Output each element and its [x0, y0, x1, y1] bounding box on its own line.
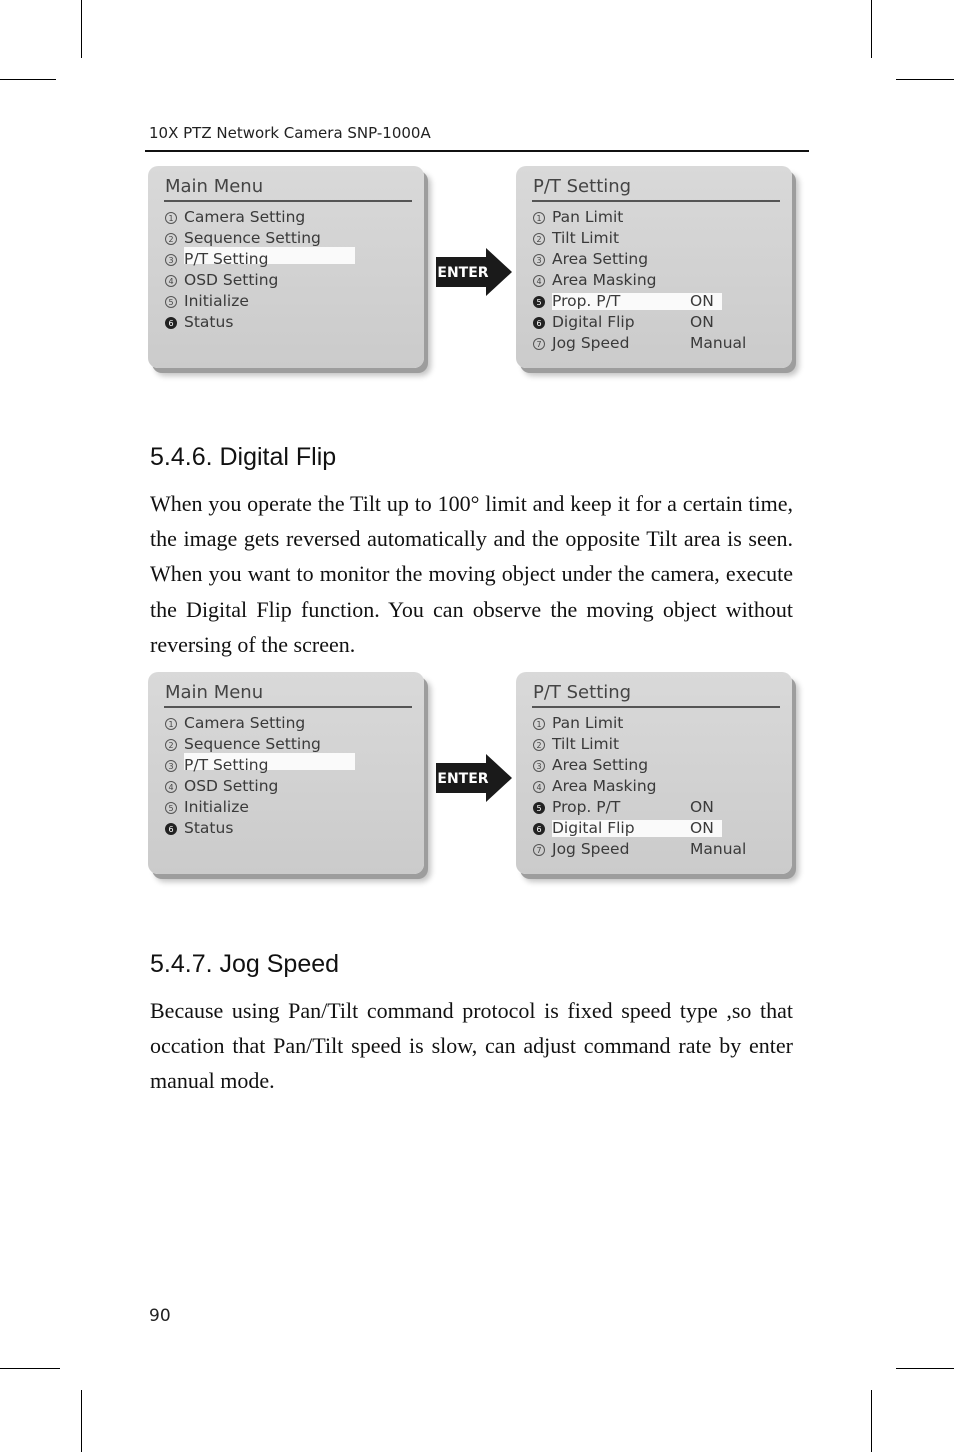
- menu-item: 7 Jog Speed Manual: [533, 334, 773, 352]
- crop-mark: [871, 0, 872, 58]
- menu-item: 1 Pan Limit: [533, 208, 773, 226]
- enter-label: ENTER: [437, 771, 489, 787]
- number-icon: 6: [165, 823, 177, 835]
- crop-mark: [81, 1390, 82, 1452]
- number-icon: 4: [533, 781, 545, 793]
- number-icon: 3: [533, 760, 545, 772]
- menu-item: 5 Initialize: [165, 798, 405, 816]
- running-header: 10X PTZ Network Camera SNP-1000A: [149, 124, 431, 142]
- menu-item: 6 Status: [165, 819, 405, 837]
- menu-title: Main Menu: [165, 682, 264, 703]
- number-icon: 4: [165, 275, 177, 287]
- menu-figure-2: [148, 672, 804, 884]
- body-paragraph: When you operate the Tilt up to 100° limit and keep it for a certain time, the image gets reversed automatically and the opposite Tilt area is seen. When you want to monitor the moving object under the camera, execute the Digital Flip function. You can observe the moving object without reversing of the screen.: [150, 491, 793, 657]
- crop-mark: [0, 1368, 60, 1369]
- menu-figure-1: [148, 166, 804, 378]
- menu-item: 2 Sequence Setting: [165, 229, 405, 247]
- section-heading: 5.4.7. Jog Speed: [150, 950, 340, 978]
- number-icon: 2: [165, 233, 177, 245]
- menu-item: 1 Pan Limit: [533, 714, 773, 732]
- enter-arrow-icon: [436, 248, 512, 296]
- menu-title: P/T Setting: [533, 176, 632, 197]
- menu-title: P/T Setting: [533, 682, 632, 703]
- main-menu-panel: [148, 166, 424, 368]
- number-icon: 5: [533, 802, 545, 814]
- number-icon: 6: [533, 317, 545, 329]
- main-menu-panel: [148, 672, 424, 874]
- menu-divider: [532, 706, 780, 708]
- menu-item: 2 Sequence Setting: [165, 735, 405, 753]
- number-icon: 1: [533, 212, 545, 224]
- number-icon: 6: [165, 317, 177, 329]
- menu-item-selected: 3 P/T Setting: [165, 756, 405, 774]
- menu-item: 4 Area Masking: [533, 777, 773, 795]
- menu-item: 3 Area Setting: [533, 250, 773, 268]
- enter-arrow-icon: [436, 754, 512, 802]
- body-paragraph: Because using Pan/Tilt command protocol is fixed speed type ,so that occation that Pan/Tilt speed is slow, can adjust command rate by enter manual mode.: [150, 998, 793, 1094]
- menu-title: Main Menu: [165, 176, 264, 197]
- number-icon: 5: [165, 802, 177, 814]
- menu-item: 7 Jog Speed Manual: [533, 840, 773, 858]
- menu-item: 6 Digital Flip ON: [533, 313, 773, 331]
- pt-setting-panel: [516, 672, 792, 874]
- crop-mark: [896, 1368, 954, 1369]
- crop-mark: [871, 1390, 872, 1452]
- menu-item: 1 Camera Setting: [165, 208, 405, 226]
- menu-item: 1 Camera Setting: [165, 714, 405, 732]
- menu-divider: [532, 200, 780, 202]
- number-icon: 1: [165, 718, 177, 730]
- menu-item: 3 Area Setting: [533, 756, 773, 774]
- crop-mark: [0, 79, 56, 80]
- header-rule: [145, 150, 809, 152]
- number-icon: 5: [533, 296, 545, 308]
- number-icon: 2: [533, 233, 545, 245]
- enter-label: ENTER: [437, 265, 489, 281]
- menu-item: 4 OSD Setting: [165, 271, 405, 289]
- menu-item: 5 Initialize: [165, 292, 405, 310]
- pt-setting-panel: [516, 166, 792, 368]
- menu-item: 6 Status: [165, 313, 405, 331]
- menu-item: 4 OSD Setting: [165, 777, 405, 795]
- number-icon: 5: [165, 296, 177, 308]
- number-icon: 4: [165, 781, 177, 793]
- menu-divider: [164, 200, 412, 202]
- number-icon: 2: [533, 739, 545, 751]
- number-icon: 6: [533, 823, 545, 835]
- menu-item: 2 Tilt Limit: [533, 229, 773, 247]
- crop-mark: [896, 79, 954, 80]
- menu-item-selected: 3 P/T Setting: [165, 250, 405, 268]
- number-icon: 3: [165, 254, 177, 266]
- number-icon: 4: [533, 275, 545, 287]
- section-heading: 5.4.6. Digital Flip: [150, 443, 337, 471]
- menu-item: 5 Prop. P/T ON: [533, 798, 773, 816]
- number-icon: 7: [533, 844, 545, 856]
- number-icon: 3: [165, 760, 177, 772]
- number-icon: 3: [533, 254, 545, 266]
- crop-mark: [81, 0, 82, 58]
- number-icon: 1: [165, 212, 177, 224]
- number-icon: 7: [533, 338, 545, 350]
- page-number: 90: [149, 1306, 171, 1326]
- menu-item: 2 Tilt Limit: [533, 735, 773, 753]
- number-icon: 2: [165, 739, 177, 751]
- menu-item-selected: 5 Prop. P/T ON: [533, 292, 773, 310]
- menu-item: 4 Area Masking: [533, 271, 773, 289]
- menu-divider: [164, 706, 412, 708]
- number-icon: 1: [533, 718, 545, 730]
- menu-item-selected: 6 Digital Flip ON: [533, 819, 773, 837]
